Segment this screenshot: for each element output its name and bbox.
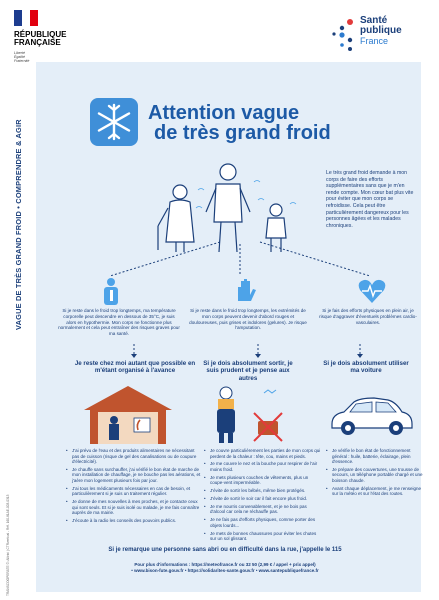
- rf-name-line2: FRANÇAISE: [14, 38, 61, 48]
- frozen-hand-icon: [232, 277, 262, 303]
- rf-name-line1: RÉPUBLIQUE: [14, 30, 67, 39]
- connector-lines: [90, 240, 390, 280]
- car-illustration: [326, 394, 416, 438]
- list-item: • J'ai prévu de l'eau et des produits alimentaires ne nécessitant pas de cuisson (risque de gel des canalisations ou de coupure d'électricité).: [72, 448, 202, 465]
- effect-frostbite: Si je reste dans le froid trop longtemps, les extrémités de mon corps peuvent devenir d'abord rouges et douloureuses, puis grises et indolores (gelures). Je risque l'amputation.: [189, 308, 307, 331]
- col-outside-heading: Si je dois absolument sortir, je suis prudent et je pense aux autres: [203, 360, 293, 382]
- rf-motto-2: Égalité: [14, 55, 25, 60]
- list-item: • Je mets de bonnes chaussures pour éviter les chutes sur un sol glissant.: [210, 531, 322, 542]
- title-line1: Attention vague: [148, 102, 300, 124]
- info-links: [60, 562, 390, 574]
- col-home-list: [66, 448, 202, 526]
- title-line2: de très grand froid: [154, 122, 331, 144]
- snowflake-icon: [88, 96, 140, 148]
- list-item: • Je mets plusieurs couches de vêtements, plus un coupe-vent imperméable.: [210, 475, 322, 486]
- list-item: • J'évite de sortir le soir car il fait encore plus froid.: [210, 496, 322, 502]
- list-item: • J'écoute à la radio les conseils des pouvoirs publics.: [72, 518, 202, 524]
- col-car-list: [326, 448, 424, 499]
- down-arrows: [60, 344, 420, 360]
- info-line2: • www.bison-fute.gouv.fr • https://solidarites-sante.gouv.fr • www.santepubliquefrance.fr: [131, 568, 319, 573]
- outdoor-person-illustration: [208, 383, 288, 445]
- list-item: • Je me nourris convenablement, et je ne bois pas d'alcool car cela ne réchauffe pas.: [210, 504, 322, 515]
- page-title: [148, 103, 331, 143]
- body-thermometer-icon: [98, 277, 124, 307]
- marianne-logo-icon: [14, 10, 38, 26]
- house-illustration: [78, 382, 178, 446]
- effect-hypothermia: Si je reste dans le froid trop longtemps, ma température corporelle peut descendre en dessous de 35°C, je suis alors en hypothermie. Mon corps ne fonctionne plus normalement et cela peut entraîner des risques graves pour ma santé.: [58, 308, 180, 337]
- list-item: • Je prépare des couvertures, une trousse de secours, un téléphone portable chargé et une boisson chaude.: [332, 467, 424, 484]
- samu-social-alert: Si je remarque une personne sans abri ou en difficulté dans la rue, j'appelle le 115: [108, 547, 342, 553]
- list-item: • Je vérifie le bon état de fonctionnement général : huile, batterie, éclairage, plein d'essence.: [332, 448, 424, 465]
- sp-line3: France: [360, 36, 389, 46]
- list-item: • Je chauffe sans surchauffer, j'ai vérifié le bon état de marche de mon installation de chauffage, je ne bouche pas les aérations, et j'aère mon logement plusieurs fois par jour.: [72, 467, 202, 484]
- col-home-heading: Je reste chez moi autant que possible en m'étant organisé à l'avance: [74, 360, 196, 375]
- sp-line2: publique: [360, 25, 402, 36]
- intro-text: Le très grand froid demande à mon corps de faire des efforts supplémentaires sans que je m'en rende compte. Mon cœur bat plus vite pour éviter que mon corps se refroidisse. Cela peut être particulièrement dangereux pour les personnes âgées et les malades chroniques.: [326, 170, 414, 229]
- sante-publique-logo: [360, 16, 402, 46]
- list-item: • J'évite de sortir les bébés, même bien protégés.: [210, 488, 322, 494]
- info-line1: Pour plus d'informations : https://meteofrance.fr ou 32 50 (2,99 € / appel + prix appel): [134, 562, 316, 567]
- rf-motto-1: Liberté: [14, 50, 25, 55]
- rf-motto-3: Fraternité: [14, 59, 30, 64]
- heart-pulse-icon: [357, 277, 387, 305]
- effect-cardio: Si je fais des efforts physiques en plein air, je risque d'aggraver d'éventuels problèmes cardio-vasculaires.: [319, 308, 417, 325]
- sante-publique-dots-icon: [330, 18, 356, 52]
- list-item: • Je donne de mes nouvelles à mes proches, et je contacte ceux qui sont seuls. Et si je suis isolé ou malade, je me fais connaître auprès de ma mairie.: [72, 499, 202, 516]
- list-item: • Je ne fais pas d'efforts physiques, comme porter des objets lourds...: [210, 517, 322, 528]
- republique-francaise-logo: [14, 10, 66, 63]
- list-item: • Avant chaque déplacement, je me renseigne sur la météo et sur l'état des routes.: [332, 486, 424, 497]
- sp-line1: Santé: [360, 15, 388, 26]
- list-item: • J'ai tous les médicaments nécessaires en cas de besoin, et particulièrement si je suis un traitement régulier.: [72, 486, 202, 497]
- credit-text: TRANSCOOPERATE ©: Allirini | CTRvertical - Réf. 160-81AE-003-0313: [6, 494, 10, 596]
- list-item: • Je couvre particulièrement les parties de mon corps qui perdent de la chaleur : tête, cou, mains et pieds.: [210, 448, 322, 459]
- col-car-heading: Si je dois absolument utiliser ma voiture: [323, 360, 409, 375]
- col-outside-list: [204, 448, 322, 544]
- side-label: VAGUE DE TRÈS GRAND FROID • COMPRENDRE & AGIR: [14, 119, 23, 330]
- list-item: • Je me couvre le nez et la bouche pour respirer de l'air moins froid.: [210, 461, 322, 472]
